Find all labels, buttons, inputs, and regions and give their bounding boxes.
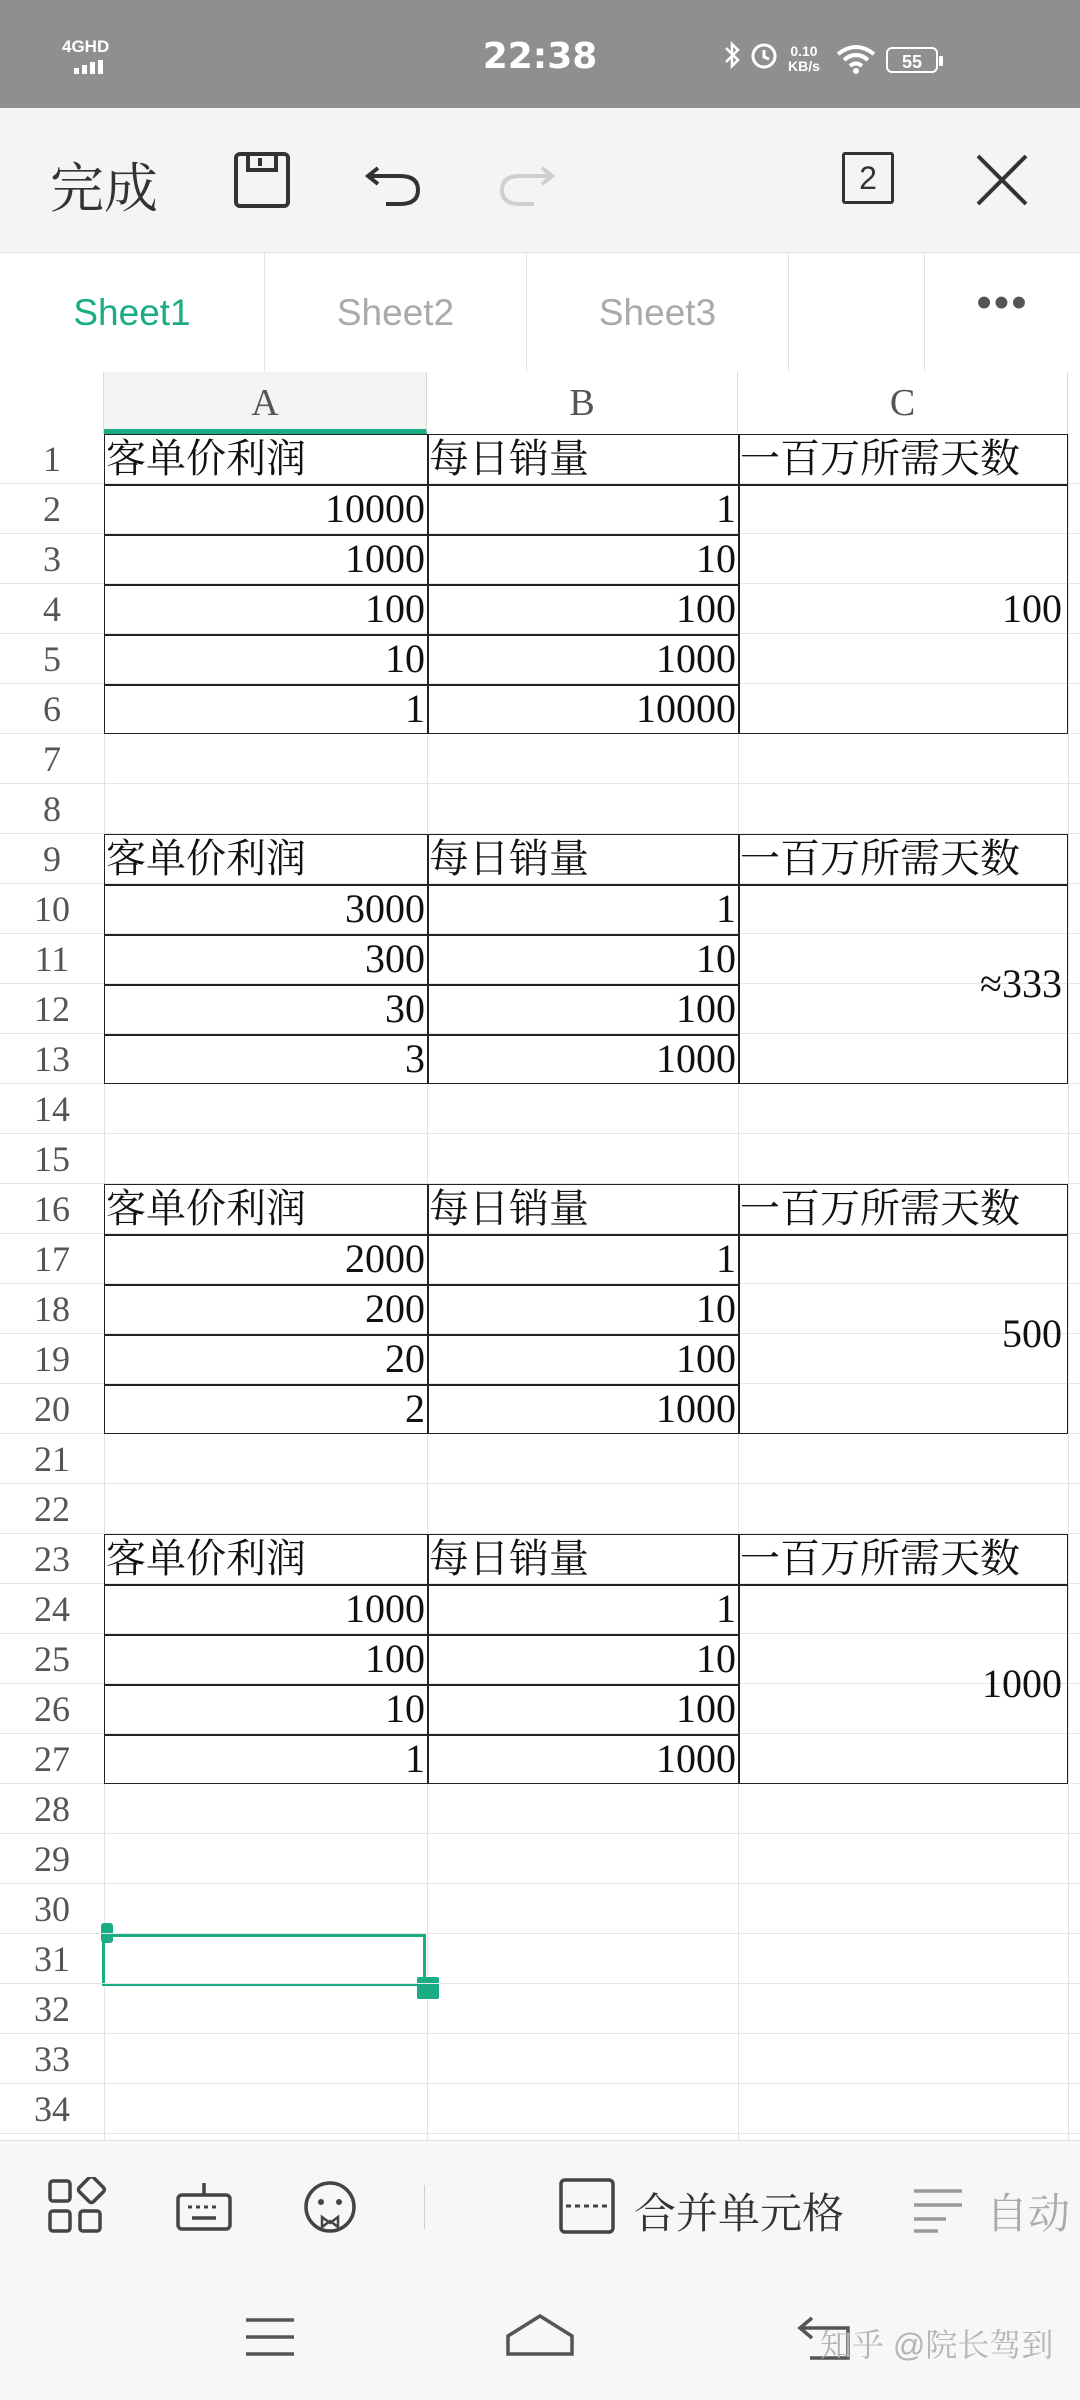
table-header-cell[interactable]: 客单价利润 [106,1536,306,1581]
row-header[interactable]: 12 [0,984,104,1034]
row-header[interactable]: 9 [0,834,104,884]
table-header-cell[interactable]: 每日销量 [429,436,589,481]
table-border [427,434,429,734]
row-header[interactable]: 30 [0,1884,104,1934]
table-cell[interactable]: 3 [405,1036,425,1081]
table-border [104,1684,738,1686]
table-cell[interactable]: 1000 [656,1736,736,1781]
row-header[interactable]: 11 [0,934,104,984]
grid-line [104,1983,1080,1984]
undo-icon[interactable] [362,148,426,212]
editor-toolbar [0,108,1080,253]
table-border [104,1234,1068,1236]
row-header[interactable]: 29 [0,1834,104,1884]
table-header-cell[interactable]: 客单价利润 [106,436,306,481]
table-border [738,1534,740,1784]
row-header[interactable]: 2 [0,484,104,534]
row-header[interactable]: 19 [0,1334,104,1384]
merged-days-cell[interactable]: 500 [1002,1311,1062,1356]
table-cell[interactable]: 100 [676,986,736,1031]
sheet-tabs [0,253,1080,373]
row-header[interactable]: 7 [0,734,104,784]
table-cell[interactable]: 100 [365,586,425,631]
table-cell[interactable]: 1 [405,686,425,731]
selection-handle[interactable] [417,1977,439,1999]
table-cell[interactable]: 10 [696,1286,736,1331]
table-header-cell[interactable]: 每日销量 [429,836,589,881]
row-header[interactable]: 17 [0,1234,104,1284]
table-cell[interactable]: 1 [716,886,736,931]
row-header[interactable]: 22 [0,1484,104,1534]
table-border [738,1184,740,1434]
more-tabs-button[interactable]: ••• [976,278,1029,327]
keyboard-icon[interactable] [174,2177,234,2237]
column-header-b[interactable]: B [427,372,738,434]
table-border [427,1184,429,1434]
table-border [104,984,738,986]
row-header[interactable]: 28 [0,1784,104,1834]
table-border [104,634,738,636]
table-cell[interactable]: 1 [405,1736,425,1781]
auto-wrap-icon[interactable] [910,2181,966,2237]
status-bar [0,0,1080,108]
merged-days-cell[interactable]: 1000 [982,1661,1062,1706]
table-border [104,884,1068,886]
table-border [104,1284,738,1286]
table-header-cell[interactable]: 客单价利润 [106,836,306,881]
table-cell[interactable]: 10 [385,1686,425,1731]
table-border [104,1384,738,1386]
row-header[interactable]: 6 [0,684,104,734]
tab-sheet3[interactable]: Sheet3 [527,253,789,372]
table-cell[interactable]: 100 [365,1636,425,1681]
table-cell[interactable]: 200 [365,1286,425,1331]
row-header[interactable]: 8 [0,784,104,834]
toolbar-divider [424,2185,425,2229]
table-border [738,834,740,1084]
column-header-c[interactable]: C [738,372,1068,434]
row-header[interactable]: 3 [0,534,104,584]
row-header[interactable]: 14 [0,1084,104,1134]
bluetooth-alarm-icons [720,40,784,72]
corner-header[interactable] [0,372,104,434]
network-indicator: 4GHD [62,37,110,56]
table-border [427,834,429,1084]
selected-cell-a31[interactable] [102,1934,426,1986]
table-cell[interactable]: 1000 [656,636,736,681]
table-cell[interactable]: 1 [716,1236,736,1281]
table-cell[interactable]: 300 [365,936,425,981]
table-border [104,1634,738,1636]
close-icon[interactable] [970,148,1034,212]
row-header[interactable]: 27 [0,1734,104,1784]
row-header[interactable]: 31 [0,1934,104,1984]
bottom-toolbar [0,2140,1080,2271]
wifi-icon [836,44,876,74]
row-header[interactable]: 34 [0,2084,104,2134]
grid-line [1068,434,1069,2140]
table-border [104,1034,738,1036]
table-cell[interactable]: 20 [385,1336,425,1381]
grid-line [104,1833,1080,1834]
row-header[interactable]: 13 [0,1034,104,1084]
row-header[interactable]: 5 [0,634,104,684]
row-header[interactable]: 18 [0,1284,104,1334]
table-cell[interactable]: 10 [385,636,425,681]
emoji-icon[interactable] [300,2177,360,2237]
table-cell[interactable]: 1 [716,1586,736,1631]
row-header[interactable]: 20 [0,1384,104,1434]
row-header[interactable]: 15 [0,1134,104,1184]
table-border [104,1334,738,1336]
table-border [427,1534,429,1784]
merge-cells-icon[interactable] [558,2177,616,2235]
merged-days-cell[interactable]: ≈333 [980,961,1062,1006]
table-cell[interactable]: 10000 [325,486,425,531]
table-cell[interactable]: 3000 [345,886,425,931]
done-button[interactable]: 完成 [50,159,158,219]
table-cell[interactable]: 100 [676,1336,736,1381]
table-cell[interactable]: 2 [405,1386,425,1431]
row-header[interactable]: 33 [0,2034,104,2084]
table-cell[interactable]: 1000 [656,1386,736,1431]
grid-line [104,1483,1080,1484]
row-header[interactable]: 24 [0,1584,104,1634]
table-border [104,1584,1068,1586]
tab-sheet2[interactable]: Sheet2 [265,253,527,372]
table-border [104,934,738,936]
table-border [104,684,738,686]
auto-wrap-button[interactable]: 自动 [986,2190,1071,2237]
row-header[interactable]: 23 [0,1534,104,1584]
tab-sheet1[interactable]: Sheet1 [0,253,265,372]
battery-indicator: 55 [886,47,938,73]
row-header[interactable]: 26 [0,1684,104,1734]
table-cell[interactable]: 10 [696,1636,736,1681]
table-cell[interactable]: 10 [696,936,736,981]
table-header-cell[interactable]: 客单价利润 [106,1186,306,1231]
column-header-a[interactable]: A [104,372,427,434]
row-header[interactable]: 16 [0,1184,104,1234]
save-icon[interactable] [230,148,294,212]
grid-line [104,2033,1080,2034]
network-speed: 0.10 KB/s [788,43,820,74]
grid-line [104,1883,1080,1884]
table-header-cell[interactable]: 每日销量 [429,1186,589,1231]
table-header-cell[interactable]: 一百万所需天数 [740,836,1020,881]
watermark: 知乎 @院长驾到 [820,2327,1054,2363]
table-cell[interactable]: 10 [696,536,736,581]
table-cell[interactable]: 1 [716,486,736,531]
home-icon[interactable] [504,2310,576,2358]
table-cell[interactable]: 1000 [656,1036,736,1081]
table-border [104,484,1068,486]
row-header[interactable]: 10 [0,884,104,934]
redo-icon[interactable] [494,148,558,212]
grid-line [104,783,1080,784]
table-header-cell[interactable]: 一百万所需天数 [740,436,1020,481]
row-header[interactable]: 25 [0,1634,104,1684]
table-cell[interactable]: 1000 [345,536,425,581]
spreadsheet-grid[interactable] [0,372,1080,2140]
grid-line [104,1133,1080,1134]
row-header[interactable]: 21 [0,1434,104,1484]
table-cell[interactable]: 100 [676,1686,736,1731]
merged-days-cell[interactable]: 100 [1002,586,1062,631]
table-border [104,534,738,536]
table-header-cell[interactable]: 每日销量 [429,1536,589,1581]
merge-cells-button[interactable]: 合并单元格 [634,2190,845,2237]
table-cell[interactable]: 10000 [636,686,736,731]
grid-line [104,2133,1080,2134]
grid-line [104,2083,1080,2084]
table-cell[interactable]: 2000 [345,1236,425,1281]
tab-spacer [789,253,925,372]
table-header-cell[interactable]: 一百万所需天数 [740,1186,1020,1231]
table-border [104,1734,738,1736]
table-cell[interactable]: 1000 [345,1586,425,1631]
apps-grid-icon[interactable] [46,2177,106,2237]
table-border [104,584,738,586]
menu-icon[interactable] [244,2316,296,2358]
grid-line [104,1933,1080,1934]
table-border [738,434,740,734]
table-cell[interactable]: 30 [385,986,425,1031]
row-header[interactable]: 1 [0,434,104,484]
clock: 22:38 [482,36,598,77]
table-header-cell[interactable]: 一百万所需天数 [740,1536,1020,1581]
table-cell[interactable]: 100 [676,586,736,631]
row-header[interactable]: 32 [0,1984,104,2034]
window-count-button[interactable]: 2 [842,152,894,204]
row-header[interactable]: 4 [0,584,104,634]
